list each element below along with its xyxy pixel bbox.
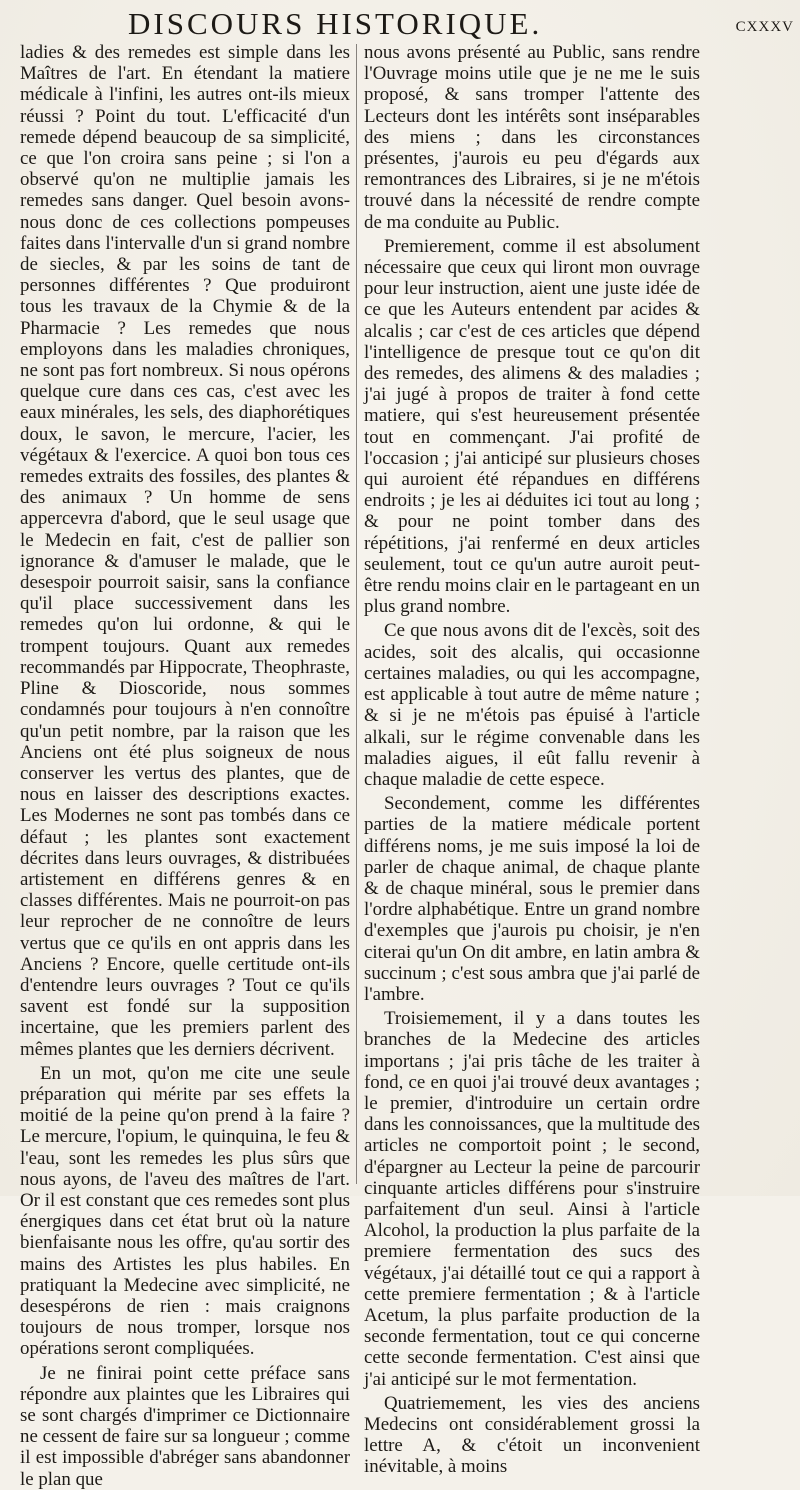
page-number: cxxxv xyxy=(735,11,794,36)
paragraph: Je ne finirai point cette préface sans répondre aux plaintes que les Libraires qui se sont chargés d'imprimer ce Dictionnaire ne cessent de faire sur sa longueur ; comme il est impossible d'abréger sans abandonner le plan que xyxy=(20,1362,350,1490)
paragraph: ladies & des remedes est simple dans les Maîtres de l'art. En étendant la matiere médicale à l'infini, les autres ont-ils mieux réussi ? Point du tout. L'efficacité d'un remede dépend beaucoup de sa simplicité, ce que l'on croira sans peine ; si l'on a observé qu'on ne multiplie jamais les remedes sans danger. Quel besoin avons-nous donc de ces collections pompeuses faites dans l'intervalle d'un si grand nombre de siecles, & par les soins de tant de personnes différentes ? Que produiront tous les travaux de la Chymie & de la Pharmacie ? Les remedes que nous employons dans les maladies chroniques, ne sont pas fort nombreux. Si nous opérons quelque cure dans ces cas, c'est avec les eaux minérales, les sels, des diaphorétiques doux, le savon, le mercure, l'acier, les végétaux & l'exercice. A quoi bon tous ces remedes extraits des fossiles, des plantes & des animaux ? Un homme de sens appercevra d'abord, que le seul usage que le Medecin en fait, c'est de pallier son ignorance & d'amuser le malade, que le desespoir pourroit saisir, sans la confiance qu'il place successivement dans les remedes qu'on lui ordonne, & qui le trompent toujours. Quant aux remedes recommandés par Hippocrate, Theophraste, Pline & Dioscoride, nous sommes condamnés pour toujours à n'en connoître qu'un petit nombre, par la raison que les Anciens ont été plus soigneux de nous conserver les vertus des plantes, que de nous en laisser des descriptions exactes. Les Modernes ne sont pas tombés dans ce défaut ; les plantes sont exactement décrites dans leurs ouvrages, & distribuées artistement en différens genres & en classes différentes. Mais ne pourroit-on pas leur reprocher de ne connoître de leurs vertus que ce qu'ils en ont appris dans les Anciens ? Encore, quelle certitude ont-ils d'entendre leurs ouvrages ? Tout ce qu'ils savent est fondé sur la supposition incertaine, que les premiers parlent des mêmes plantes que les derniers décrivent. xyxy=(20,42,350,1060)
paragraph: Premierement, comme il est absolument nécessaire que ceux qui liront mon ouvrage pour leur instruction, aient une juste idée de ce que les Auteurs entendent par acides & alcalis ; car c'est de ces articles que dépend l'intelligence de presque tout ce qu'on dit des remedes, des alimens & des maladies ; j'ai jugé à propos de traiter à fond cette matiere, qui s'est heureusement présentée tout en commençant. J'ai profité de l'occasion ; j'ai anticipé sur plusieurs choses qui auroient été répandues en différens endroits ; je les ai déduites ici tout au long ; & pour ne point tomber dans des répétitions, j'ai renfermé en deux articles seulement, tout ce qu'un autre auroit peut-être rendu moins clair en le partageant en un plus grand nombre. xyxy=(364,235,700,618)
paragraph: nous avons présenté au Public, sans rendre l'Ouvrage moins utile que je ne me le suis proposé, & sans tromper l'attente des Lecteurs dont les intérêts sont inséparables des miens ; dans les circonstances présentes, j'aurois eu peu d'égards aux remontrances des Libraires, si je ne m'étois trouvé dans la nécessité de rendre compte de ma conduite au Public. xyxy=(364,42,700,233)
paragraph: Quatriemement, les vies des anciens Medecins ont considérablement grossi la lettre A, & c'étoit un inconvenient inévitable, à moins xyxy=(364,1392,700,1478)
page-title: DISCOURS HISTORIQUE. xyxy=(128,6,543,41)
paragraph: Troisiemement, il y a dans toutes les branches de la Medecine des articles importans ; j'ai pris tâche de les traiter à fond, ce en quoi j'ai trouvé deux avantages ; le premier, d'introduire un certain ordre dans les connoissances, que la multitude des articles ne comportoit point ; le second, d'épargner au Lecteur la peine de parcourir cinquante articles différens pour s'instruire parfaitement d'un seul. Ainsi à l'article Alcohol, la production la plus parfaite de la premiere fermentation des sucs des végétaux, j'ai détaillé tout ce qui a rapport à cette premiere fermentation ; & à l'article Acetum, la plus parfaite production de la seconde fermentation, tout ce qui concerne cette seconde fermentation. C'est ainsi que j'ai anticipé sur le mot fermentation. xyxy=(364,1008,700,1390)
paragraph: Secondement, comme les différentes parties de la matiere médicale portent différens noms, je me suis imposé la loi de parler de chaque animal, de chaque plante & de chaque minéral, sous le premier dans l'ordre alphabétique. Entre un grand nombre d'exemples que j'aurois pu choisir, je n'en citerai qu'un On dit ambre, en latin ambra & succinum ; c'est sous ambra que j'ai parlé de l'ambre. xyxy=(364,793,700,1005)
paragraph: Ce que nous avons dit de l'excès, soit des acides, soit des alcalis, qui occasionne certaines maladies, ou qui les accompagne, est applicable à tout autre de même nature ; & si je ne m'étois pas épuisé à l'article alkali, sur le régime convenable dans les maladies aigues, il eût fallu revenir à chaque maladie de cette espece. xyxy=(364,620,700,790)
column-divider xyxy=(356,44,357,1184)
paragraph: En un mot, qu'on me cite une seule préparation qui mérite par ses effets la moitié de la peine qu'on prend à la faire ? Le mercure, l'opium, le quinquina, le feu & l'eau, sont les remedes les plus sûrs que nous ayons, de l'aveu des maîtres de l'art. Or il est constant que ces remedes sont plus énergiques dans cet état brut où la nature bienfaisante nous les offre, qu'au sortir des mains des Artistes les plus habiles. En pratiquant la Medecine avec simplicité, ne desespérons de rien : mais craignons toujours de nous tromper, lorsque nos opérations seront compliquées. xyxy=(20,1062,350,1360)
left-column xyxy=(20,42,350,1490)
running-head xyxy=(0,2,800,44)
right-column xyxy=(364,42,700,1478)
